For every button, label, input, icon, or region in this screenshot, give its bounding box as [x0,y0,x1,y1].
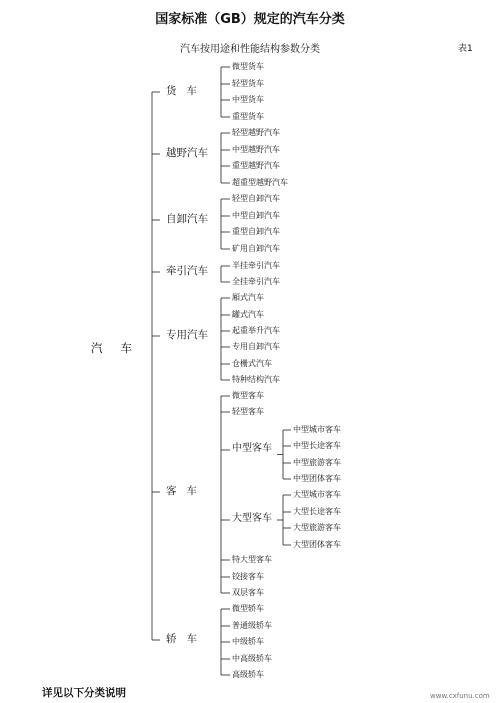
category-item: 重型货车 [232,112,264,121]
subgroup-item: 中型团体客车 [293,474,341,483]
page-title: 国家标准（GB）规定的汽车分类 [155,12,345,27]
root-label: 汽车 [91,341,150,355]
category-item: 双层客车 [232,588,264,597]
category-item: 轻型货车 [232,79,264,88]
table-number: 表1 [458,44,473,54]
category-label: 货车 [166,85,207,97]
category-label: 牵引汽车 [166,265,208,277]
watermark: www.cxfunu.com [430,692,490,700]
category-item: 普通级轿车 [232,621,272,630]
subgroup-item: 大型城市客车 [293,490,341,499]
category-item: 中型越野汽车 [232,145,280,154]
category-item: 罐式汽车 [232,310,264,319]
category-item: 中级轿车 [232,637,264,646]
subgroup-item: 大型旅游客车 [293,523,341,532]
subgroup-item: 中型城市客车 [293,425,341,434]
category-item: 特种结构汽车 [232,375,280,384]
category-item: 微型轿车 [232,604,264,613]
category-item: 中型客车 [232,443,272,454]
subgroup-item: 中型长途客车 [293,441,341,450]
category-item: 特大型客车 [232,555,272,564]
category-item: 重型自卸汽车 [232,227,280,236]
category-item: 重型越野汽车 [232,161,280,170]
category-item: 微型客车 [232,391,264,400]
table-subtitle: 汽车按用途和性能结构参数分类 [180,44,320,55]
category-item: 大型客车 [232,513,272,524]
category-item: 高级轿车 [232,670,264,679]
category-label: 客车 [166,485,207,497]
category-label: 自卸汽车 [166,213,208,225]
category-item: 中型自卸汽车 [232,211,280,220]
category-label: 轿车 [166,633,207,645]
subgroup-item: 大型团体客车 [293,540,341,549]
subgroup-item: 中型旅游客车 [293,458,341,467]
category-item: 轻型越野汽车 [232,128,280,137]
category-item: 仓栅式汽车 [232,359,272,368]
category-item: 中型货车 [232,95,264,104]
category-label: 越野汽车 [166,147,208,159]
category-item: 轻型自卸汽车 [232,194,280,203]
footer-note: 详见以下分类说明 [42,687,126,699]
category-item: 铰接客车 [232,572,264,581]
category-item: 轻型客车 [232,407,264,416]
category-label: 专用汽车 [166,329,208,341]
subgroup-item: 大型长途客车 [293,507,341,516]
category-item: 起重举升汽车 [232,326,280,335]
category-item: 半挂牵引汽车 [232,261,280,270]
category-item: 厢式汽车 [232,293,264,302]
category-item: 全挂牵引汽车 [232,277,280,286]
category-item: 微型货车 [232,62,264,71]
category-item: 中高级轿车 [232,654,272,663]
category-item: 矿用自卸汽车 [232,244,280,253]
category-item: 超重型越野汽车 [232,178,288,187]
category-item: 专用自卸汽车 [232,342,280,351]
